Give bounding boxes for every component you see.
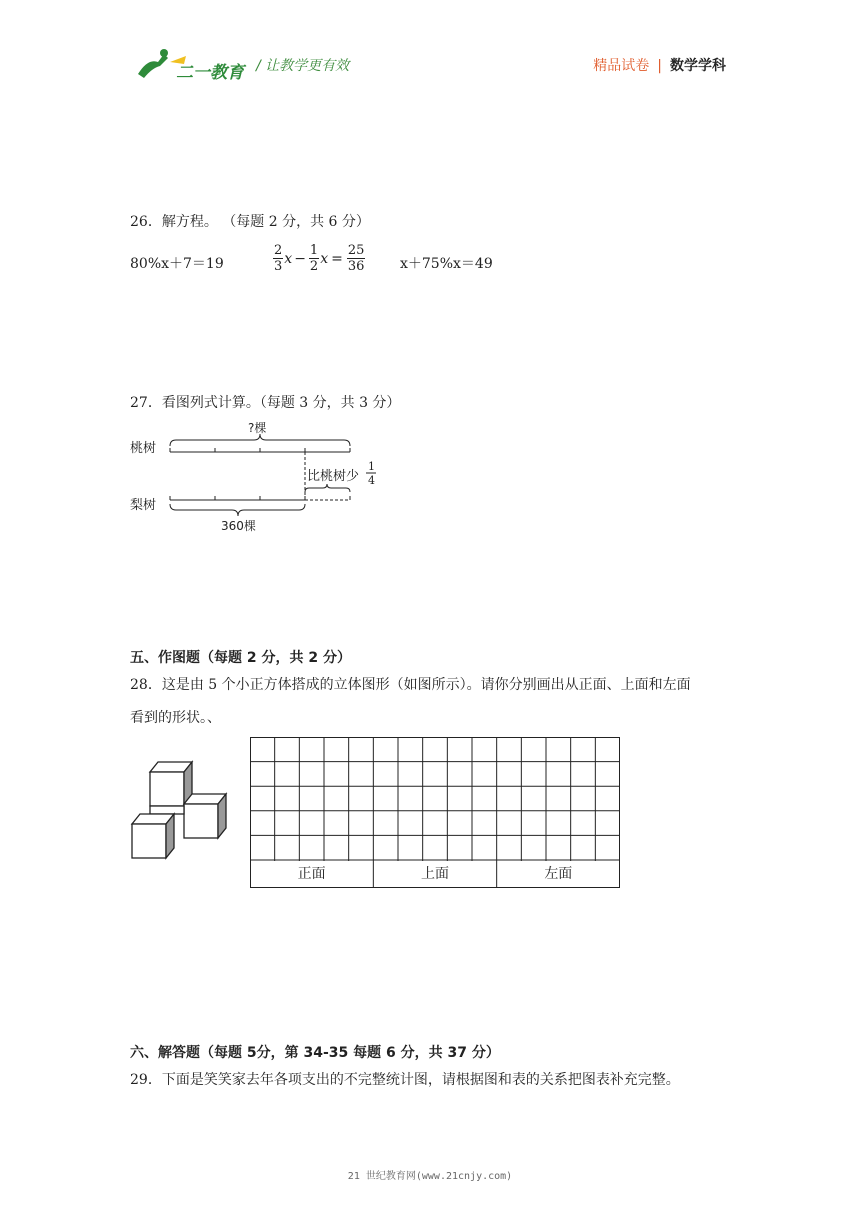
page-footer: 21 世纪教育网(www.21cnjy.com)	[347, 1171, 513, 1182]
equals-sign: =	[331, 250, 343, 267]
q26-equation-3: x＋75%x＝49	[400, 256, 493, 272]
q26-equation-2	[272, 243, 366, 274]
view-labels-row	[250, 861, 620, 888]
header-separator: |	[657, 58, 662, 74]
peach-label: 桃树	[130, 441, 157, 456]
compare-label: 比桃树少	[307, 469, 360, 484]
header-right	[593, 55, 726, 75]
section5-title: 五、作图题（每题 2 分，共 2 分）	[130, 650, 351, 666]
q29-text: 29．下面是笑笑家去年各项支出的不完整统计图，请根据图和表的关系把图表补充完整。	[130, 1072, 680, 1088]
q28-line2: 看到的形状。、	[130, 710, 221, 726]
header-subject: 数学学科	[670, 58, 726, 74]
compare-denominator: 4	[368, 474, 375, 487]
view-label-left: 左面	[544, 866, 573, 882]
minus-sign: −	[294, 250, 306, 267]
compare-brace	[305, 484, 350, 492]
top-brace-label: ?棵	[248, 421, 267, 435]
view-label-front: 正面	[297, 866, 326, 882]
header-slogan: / 让教学更有效	[256, 58, 350, 74]
fraction-a: $\frac{2}{3}$	[274, 243, 283, 274]
pear-label: 梨树	[130, 498, 157, 513]
bottom-brace	[170, 504, 305, 516]
brand-name: 二一教育	[176, 63, 244, 83]
var-x: x	[320, 250, 329, 267]
q26-equation-1: 80%x＋7＝19	[130, 256, 224, 272]
drawing-grid[interactable]	[250, 737, 620, 889]
top-brace	[170, 434, 350, 446]
runner-logo-icon	[134, 48, 254, 84]
q26-title: 26．解方程。 （每题 2 分，共 6 分）	[130, 214, 370, 230]
var-x: x	[284, 250, 293, 267]
compare-numerator: 1	[368, 460, 375, 473]
q27-title: 27．看图列式计算。（每题 3 分，共 3 分）	[130, 395, 401, 411]
cubes-figure	[128, 758, 232, 860]
q27-line-diagram	[128, 418, 388, 538]
view-label-top: 上面	[420, 866, 449, 882]
bottom-brace-label: 360棵	[221, 519, 256, 533]
header-tag: 精品试卷	[593, 58, 650, 74]
fraction-c: $\frac{25}{36}$	[347, 243, 365, 274]
section6-title: 六、解答题（每题 5分，第 34-35 每题 6 分，共 37 分）	[130, 1045, 500, 1061]
q28-line1: 28．这是由 5 个小正方体搭成的立体图形（如图所示）。请你分别画出从正面、上面和左面	[130, 677, 691, 693]
fraction-b: $\frac{1}{2}$	[309, 243, 319, 274]
